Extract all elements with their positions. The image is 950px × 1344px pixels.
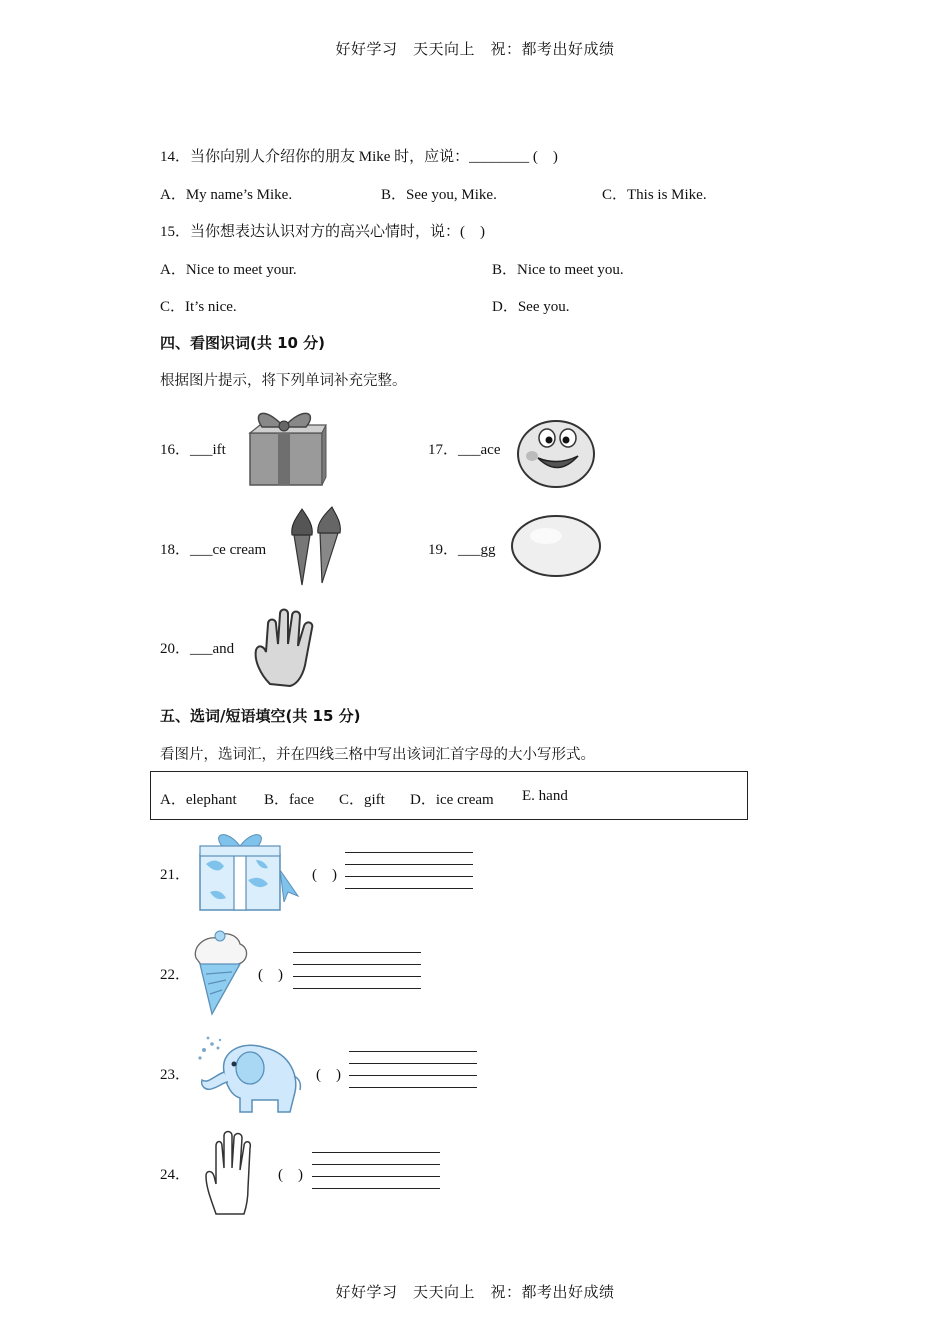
q15-option-b[interactable]: B．Nice to meet you.	[492, 262, 624, 278]
word-bank-e: E. hand	[522, 788, 568, 804]
section-5-title: 五、选词/短语填空(共 15 分)	[160, 707, 361, 725]
item-18-label: 18．___ce cream	[160, 542, 267, 558]
word-bank-d: D．ice cream	[410, 792, 494, 808]
ice-cream-icon	[290, 505, 344, 587]
elephant-icon	[194, 1026, 304, 1116]
gift-box-icon	[244, 405, 326, 489]
q15-option-a[interactable]: A．Nice to meet your.	[160, 262, 297, 278]
ice-cream-cone-icon	[192, 928, 250, 1016]
item-17-label: 17．___ace	[428, 442, 501, 458]
item-23-label: 23．	[160, 1067, 191, 1083]
q15-option-d[interactable]: D．See you.	[492, 299, 570, 315]
item-21-answer-paren[interactable]: ( )	[312, 867, 337, 883]
hand-outline-icon	[202, 1128, 258, 1216]
hand-icon	[250, 604, 324, 688]
section-5-instruction: 看图片，选词汇，并在四线三格中写出该词汇首字母的大小写形式。	[160, 747, 595, 763]
item-22-label: 22．	[160, 967, 191, 983]
item-23-writing-lines[interactable]	[349, 1051, 477, 1089]
item-20-label: 20．___and	[160, 641, 235, 657]
question-15-stem: 15．当你想表达认识对方的高兴心情时，说：( )	[160, 224, 485, 240]
item-16-label: 16．___ift	[160, 442, 226, 458]
item-24-writing-lines[interactable]	[312, 1152, 440, 1190]
face-icon	[514, 414, 598, 490]
q15-option-c[interactable]: C．It’s nice.	[160, 299, 237, 315]
question-14-stem: 14．当你向别人介绍你的朋友 Mike 时，应说：________ ( )	[160, 149, 558, 165]
word-bank-a: A．elephant	[160, 792, 237, 808]
q14-option-b[interactable]: B．See you, Mike.	[381, 187, 497, 203]
item-22-writing-lines[interactable]	[293, 952, 421, 990]
page-footer: 好好学习 天天向上 祝：都考出好成绩	[335, 1283, 615, 1301]
word-bank-b: B．face	[264, 792, 314, 808]
item-24-answer-paren[interactable]: ( )	[278, 1167, 303, 1183]
item-23-answer-paren[interactable]: ( )	[316, 1067, 341, 1083]
word-bank-c: C．gift	[339, 792, 385, 808]
item-19-label: 19．___gg	[428, 542, 496, 558]
section-4-instruction: 根据图片提示，将下列单词补充完整。	[160, 373, 407, 389]
item-21-writing-lines[interactable]	[345, 852, 473, 890]
item-24-label: 24．	[160, 1167, 191, 1183]
gift-icon	[196, 830, 300, 912]
item-22-answer-paren[interactable]: ( )	[258, 967, 283, 983]
q14-option-c[interactable]: C．This is Mike.	[602, 187, 707, 203]
egg-icon	[510, 514, 602, 578]
page-header: 好好学习 天天向上 祝：都考出好成绩	[335, 40, 615, 58]
section-4-title: 四、看图识词(共 10 分)	[160, 334, 326, 352]
item-21-label: 21．	[160, 867, 191, 883]
q14-option-a[interactable]: A．My name’s Mike.	[160, 187, 293, 203]
